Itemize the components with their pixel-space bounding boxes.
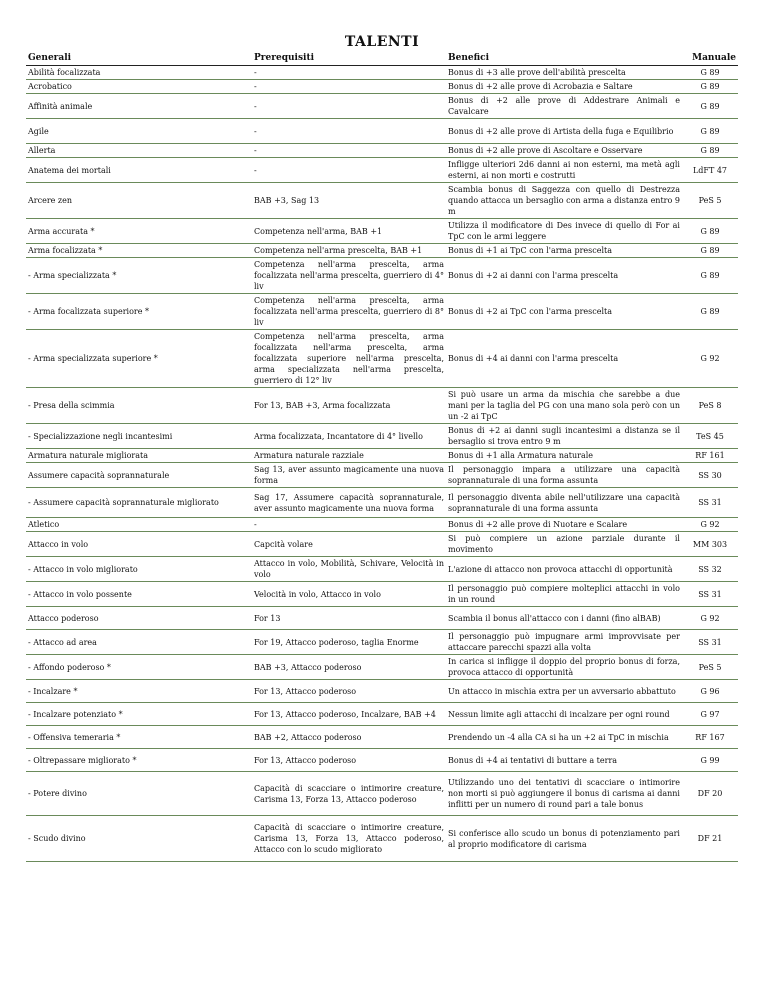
feat-prerequisites: BAB +3, Attacco poderoso: [252, 655, 446, 680]
feat-prerequisites: BAB +3, Sag 13: [252, 183, 446, 219]
table-row: [26, 680, 738, 703]
feat-manual: DF 20: [682, 772, 738, 816]
feat-prerequisites: Capacità di scacciare o intimorire creature, Carisma 13, Forza 13, Attacco poderoso: [252, 772, 446, 816]
feat-manual: PeS 5: [682, 183, 738, 219]
feat-name: - Scudo divino: [26, 816, 252, 862]
feat-prerequisites: -: [252, 518, 446, 532]
feat-benefits: Si conferisce allo scudo un bonus di potenziamento pari al proprio modificatore di carisma: [446, 816, 682, 862]
feat-name: - Incalzare potenziato *: [26, 703, 252, 726]
table-row: [26, 630, 738, 655]
table-row: [26, 607, 738, 630]
feat-prerequisites: -: [252, 144, 446, 158]
feat-prerequisites: For 13, Attacco poderoso, Incalzare, BAB +4: [252, 703, 446, 726]
feat-name: Arma accurata *: [26, 219, 252, 244]
feat-name: Allerta: [26, 144, 252, 158]
feat-prerequisites: Velocità in volo, Attacco in volo: [252, 582, 446, 607]
column-header-benefits: Benefici: [446, 51, 682, 66]
feat-prerequisites: Sag 17, Assumere capacità soprannaturale, aver assunto magicamente una nuova forma: [252, 488, 446, 518]
feat-prerequisites: -: [252, 80, 446, 94]
feat-prerequisites: Sag 13, aver assunto magicamente una nuova forma: [252, 463, 446, 488]
table-row: [26, 772, 738, 816]
feat-benefits: Scambia bonus di Saggezza con quello di Destrezza quando attacca un bersaglio con arma a distanza entro 9 m: [446, 183, 682, 219]
feat-manual: TeS 45: [682, 424, 738, 449]
table-row: [26, 424, 738, 449]
feat-prerequisites: Armatura naturale razziale: [252, 449, 446, 463]
table-row: [26, 330, 738, 388]
feat-prerequisites: For 13, BAB +3, Arma focalizzata: [252, 388, 446, 424]
table-row: [26, 749, 738, 772]
feat-benefits: Bonus di +2 alle prove di Addestrare Animali e Cavalcare: [446, 94, 682, 119]
feat-manual: SS 31: [682, 488, 738, 518]
feat-name: Attacco poderoso: [26, 607, 252, 630]
feat-name: - Arma focalizzata superiore *: [26, 294, 252, 330]
feat-benefits: Bonus di +2 alle prove di Ascoltare e Osservare: [446, 144, 682, 158]
feat-name: Affinità animale: [26, 94, 252, 119]
feat-prerequisites: Competenza nell'arma prescelta, arma focalizzata nell'arma prescelta, arma focalizzata superiore nell'arma prescelta, arma specializzata nell'arma prescelta, guerriero di 12° liv: [252, 330, 446, 388]
table-row: [26, 294, 738, 330]
feat-name: - Attacco ad area: [26, 630, 252, 655]
table-row: [26, 119, 738, 144]
feat-benefits: Bonus di +4 ai danni con l'arma prescelta: [446, 330, 682, 388]
table-row: [26, 144, 738, 158]
feat-benefits: In carica si infligge il doppio del proprio bonus di forza, provoca attacco di opportunità: [446, 655, 682, 680]
column-header-manual: Manuale: [682, 51, 738, 66]
feat-prerequisites: -: [252, 119, 446, 144]
feat-benefits: Nessun limite agli attacchi di incalzare per ogni round: [446, 703, 682, 726]
feat-manual: G 92: [682, 607, 738, 630]
feat-name: Attacco in volo: [26, 532, 252, 557]
feat-manual: RF 167: [682, 726, 738, 749]
feat-name: - Assumere capacità soprannaturale migliorato: [26, 488, 252, 518]
feat-manual: G 89: [682, 94, 738, 119]
feat-prerequisites: Capacità di scacciare o intimorire creature, Carisma 13, Forza 13, Attacco poderoso, Attacco con lo scudo migliorato: [252, 816, 446, 862]
feat-name: Atletico: [26, 518, 252, 532]
feat-benefits: Bonus di +1 ai TpC con l'arma prescelta: [446, 244, 682, 258]
feats-table: [26, 51, 738, 862]
feat-manual: DF 21: [682, 816, 738, 862]
feat-benefits: Bonus di +1 alla Armatura naturale: [446, 449, 682, 463]
table-row: [26, 532, 738, 557]
feat-benefits: Bonus di +2 ai TpC con l'arma prescelta: [446, 294, 682, 330]
table-row: [26, 449, 738, 463]
feat-name: - Attacco in volo migliorato: [26, 557, 252, 582]
table-row: [26, 388, 738, 424]
feat-manual: SS 31: [682, 582, 738, 607]
feat-name: Acrobatico: [26, 80, 252, 94]
page-title: TALENTI: [344, 34, 420, 50]
feat-benefits: Si può usare un arma da mischia che sarebbe a due mani per la taglia del PG con una mano sola però con un un -2 ai TpC: [446, 388, 682, 424]
feat-manual: G 89: [682, 66, 738, 80]
feat-prerequisites: Arma focalizzata, Incantatore di 4° livello: [252, 424, 446, 449]
feat-manual: LdFT 47: [682, 158, 738, 183]
feat-benefits: Un attacco in mischia extra per un avversario abbattuto: [446, 680, 682, 703]
feat-manual: MM 303: [682, 532, 738, 557]
table-row: [26, 726, 738, 749]
feat-name: Arma focalizzata *: [26, 244, 252, 258]
table-row: [26, 80, 738, 94]
feat-name: - Specializzazione negli incantesimi: [26, 424, 252, 449]
feat-prerequisites: For 13, Attacco poderoso: [252, 749, 446, 772]
feat-prerequisites: Competenza nell'arma prescelta, arma focalizzata nell'arma prescelta, guerriero di 8° liv: [252, 294, 446, 330]
feat-benefits: Si può compiere un azione parziale durante il movimento: [446, 532, 682, 557]
feat-benefits: Bonus di +2 alle prove di Artista della fuga e Equilibrio: [446, 119, 682, 144]
feat-name: - Presa della scimmia: [26, 388, 252, 424]
feat-name: - Arma specializzata superiore *: [26, 330, 252, 388]
feat-manual: G 89: [682, 258, 738, 294]
feat-benefits: Prendendo un -4 alla CA si ha un +2 ai TpC in mischia: [446, 726, 682, 749]
feat-benefits: Il personaggio diventa abile nell'utilizzare una capacità soprannaturale di una forma assunta: [446, 488, 682, 518]
feat-name: Assumere capacità soprannaturale: [26, 463, 252, 488]
feat-prerequisites: Attacco in volo, Mobilità, Schivare, Velocità in volo: [252, 557, 446, 582]
feat-name: Anatema dei mortali: [26, 158, 252, 183]
feat-benefits: Il personaggio può impugnare armi improvvisate per attaccare parecchi spazzi alla volta: [446, 630, 682, 655]
feat-benefits: Infligge ulteriori 2d6 danni ai non esterni, ma metà agli esterni, ai non morti e costrutti: [446, 158, 682, 183]
feat-benefits: L'azione di attacco non provoca attacchi di opportunità: [446, 557, 682, 582]
feat-manual: PeS 8: [682, 388, 738, 424]
feat-benefits: Bonus di +2 ai danni sugli incantesimi a distanza se il bersaglio si trova entro 9 m: [446, 424, 682, 449]
table-row: [26, 488, 738, 518]
feat-manual: G 97: [682, 703, 738, 726]
feat-benefits: Bonus di +4 ai tentativi di buttare a terra: [446, 749, 682, 772]
feat-prerequisites: For 19, Attacco poderoso, taglia Enorme: [252, 630, 446, 655]
table-row: [26, 557, 738, 582]
feat-prerequisites: For 13: [252, 607, 446, 630]
table-row: [26, 655, 738, 680]
column-header-name: Generali: [26, 51, 252, 66]
table-row: [26, 158, 738, 183]
feat-manual: G 89: [682, 80, 738, 94]
feat-manual: SS 32: [682, 557, 738, 582]
feat-benefits: Bonus di +3 alle prove dell'abilità prescelta: [446, 66, 682, 80]
feat-name: Agile: [26, 119, 252, 144]
feat-manual: SS 31: [682, 630, 738, 655]
table-row: [26, 183, 738, 219]
feat-prerequisites: -: [252, 158, 446, 183]
feat-manual: G 89: [682, 219, 738, 244]
feat-manual: RF 161: [682, 449, 738, 463]
feat-manual: G 92: [682, 518, 738, 532]
feat-name: Abilità focalizzata: [26, 66, 252, 80]
feat-benefits: Bonus di +2 alle prove di Acrobazia e Saltare: [446, 80, 682, 94]
feat-manual: G 99: [682, 749, 738, 772]
feat-benefits: Il personaggio può compiere molteplici attacchi in volo in un round: [446, 582, 682, 607]
feat-manual: G 89: [682, 144, 738, 158]
feat-prerequisites: Competenza nell'arma prescelta, arma focalizzata nell'arma prescelta, guerriero di 4° liv: [252, 258, 446, 294]
table-row: [26, 94, 738, 119]
feat-name: Arcere zen: [26, 183, 252, 219]
feat-name: - Incalzare *: [26, 680, 252, 703]
feat-name: - Potere divino: [26, 772, 252, 816]
feat-prerequisites: For 13, Attacco poderoso: [252, 680, 446, 703]
feat-benefits: Utilizza il modificatore di Des invece di quello di For ai TpC con le armi leggere: [446, 219, 682, 244]
feat-prerequisites: Competenza nell'arma prescelta, BAB +1: [252, 244, 446, 258]
feat-name: - Affondo poderoso *: [26, 655, 252, 680]
feat-manual: G 89: [682, 294, 738, 330]
feat-name: - Attacco in volo possente: [26, 582, 252, 607]
table-row: [26, 816, 738, 862]
feat-prerequisites: BAB +2, Attacco poderoso: [252, 726, 446, 749]
table-row: [26, 582, 738, 607]
feat-prerequisites: Competenza nell'arma, BAB +1: [252, 219, 446, 244]
table-row: [26, 463, 738, 488]
table-row: [26, 703, 738, 726]
table-row: [26, 219, 738, 244]
table-row: [26, 244, 738, 258]
feat-manual: G 92: [682, 330, 738, 388]
feat-benefits: Bonus di +2 alle prove di Nuotare e Scalare: [446, 518, 682, 532]
feat-prerequisites: Capcità volare: [252, 532, 446, 557]
feat-benefits: Il personaggio impara a utilizzare una capacità soprannaturale di una forma assunta: [446, 463, 682, 488]
feat-name: - Offensiva temeraria *: [26, 726, 252, 749]
table-row: [26, 66, 738, 80]
feat-name: - Oltrepassare migliorato *: [26, 749, 252, 772]
table-header: [26, 51, 738, 66]
feat-name: - Arma specializzata *: [26, 258, 252, 294]
feat-prerequisites: -: [252, 66, 446, 80]
feat-manual: SS 30: [682, 463, 738, 488]
feat-benefits: Utilizzando uno dei tentativi di scacciare o intimorire non morti si può aggiungere il bonus di carisma ai danni inflitti per un numero di round pari a tale bonus: [446, 772, 682, 816]
feat-name: Armatura naturale migliorata: [26, 449, 252, 463]
feat-benefits: Scambia il bonus all'attacco con i danni (fino alBAB): [446, 607, 682, 630]
feat-benefits: Bonus di +2 ai danni con l'arma prescelta: [446, 258, 682, 294]
feat-manual: G 89: [682, 244, 738, 258]
column-header-prerequisites: Prerequisiti: [252, 51, 446, 66]
feat-manual: G 96: [682, 680, 738, 703]
feat-prerequisites: -: [252, 94, 446, 119]
table-row: [26, 258, 738, 294]
feat-manual: PeS 5: [682, 655, 738, 680]
table-row: [26, 518, 738, 532]
page: [26, 33, 738, 862]
feat-manual: G 89: [682, 119, 738, 144]
